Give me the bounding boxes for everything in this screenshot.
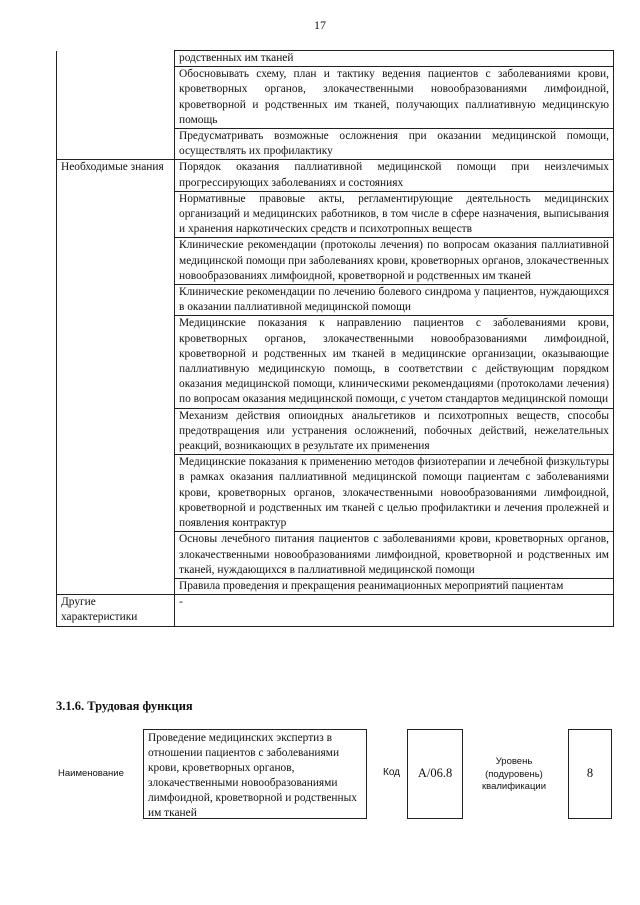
table-cell: Механизм действия опиоидных анальгетиков и психотропных веществ, способы предотвращения или устранения осложнений, побочных действий, нежелательных реакций, возникающих в результате их применения bbox=[175, 408, 614, 455]
empty-label-cell bbox=[57, 51, 175, 160]
other-characteristics-value: - bbox=[175, 595, 614, 626]
table-row bbox=[57, 51, 614, 67]
name-label: Наименование bbox=[58, 768, 124, 779]
section-heading: 3.1.6. Трудовая функция bbox=[56, 699, 193, 713]
table-cell: Порядок оказания паллиативной медицинской помощи при неизлечимых прогрессирующих заболеваниях и состояниях bbox=[175, 160, 614, 191]
qualification-level-value: 8 bbox=[568, 729, 612, 819]
table-cell: Медицинские показания к направлению пациентов с заболеваниями крови, кроветворных органов, злокачественными новообразованиями лимфоидной, кроветворной и родственных им тканей в медицинские организации, оказывающие паллиативную медицинскую помощь, в соответствии с действующим порядком оказания медицинской помощи, клиническими рекомендациями (протоколами лечения) по вопросам оказания медицинской помощи, с учетом стандартов медицинской помощи bbox=[175, 316, 614, 408]
table-cell: Нормативные правовые акты, регламентирующие деятельность медицинских организаций и медицинских работников, в том числе в сфере назначения, выписывания и хранения наркотических средств и психотропных веществ bbox=[175, 191, 614, 238]
code-value: A/06.8 bbox=[407, 729, 463, 819]
table-cell: Клинические рекомендации по лечению болевого синдрома у пациентов, нуждающихся в оказании паллиативной медицинской помощи bbox=[175, 285, 614, 316]
code-label: Код bbox=[383, 767, 401, 778]
table-cell: Основы лечебного питания пациентов с заболеваниями крови, кроветворных органов, злокачественными новообразованиями лимфоидной, кроветворной и родственных им тканей, нуждающихся в паллиативной медицинской помощи bbox=[175, 532, 614, 579]
table-cell: Предусматривать возможные осложнения при оказании медицинской помощи, осуществлять их профилактику bbox=[175, 129, 614, 160]
qualification-level-label: Уровень (подуровень) квалификации bbox=[481, 756, 547, 792]
table-cell: Медицинские показания к применению методов физиотерапии и лечебной физкультуры в рамках оказания паллиативной медицинской помощи пациентам с заболеваниями крови, кроветворных органов, злокачественными новообразованиями лимфоидной, кроветворной и родственных им тканей с целью профилактики и лечения пролежней и появления контрактур bbox=[175, 455, 614, 532]
table-row bbox=[57, 595, 614, 626]
labor-function-name: Проведение медицинских экспертиз в отношении пациентов с заболеваниями крови, кроветворных органов, злокачественными новообразованиями лимфоидной, кроветворной и родственных им тканей bbox=[143, 729, 367, 819]
table-cell: Клинические рекомендации (протоколы лечения) по вопросам оказания паллиативной медицинской помощи при заболеваниях крови, кроветворных органов, злокачественных новообразованиях лимфоидной, кроветворной и родственных им тканей bbox=[175, 238, 614, 285]
other-characteristics-label: Другие характеристики bbox=[57, 595, 175, 626]
table-row bbox=[57, 160, 614, 191]
table-cell: Обосновывать схему, план и тактику ведения пациентов с заболеваниями крови, кроветворных органов, злокачественными новообразованиями лимфоидной, кроветворной и родственных им тканей, получающих паллиативную медицинскую помощь bbox=[175, 67, 614, 129]
table-cell: Правила проведения и прекращения реанимационных мероприятий пациентам bbox=[175, 578, 614, 594]
page-number: 17 bbox=[314, 18, 326, 32]
required-knowledge-label: Необходимые знания bbox=[57, 160, 175, 595]
table-cell: родственных им тканей bbox=[175, 51, 614, 67]
competency-table bbox=[56, 50, 614, 627]
